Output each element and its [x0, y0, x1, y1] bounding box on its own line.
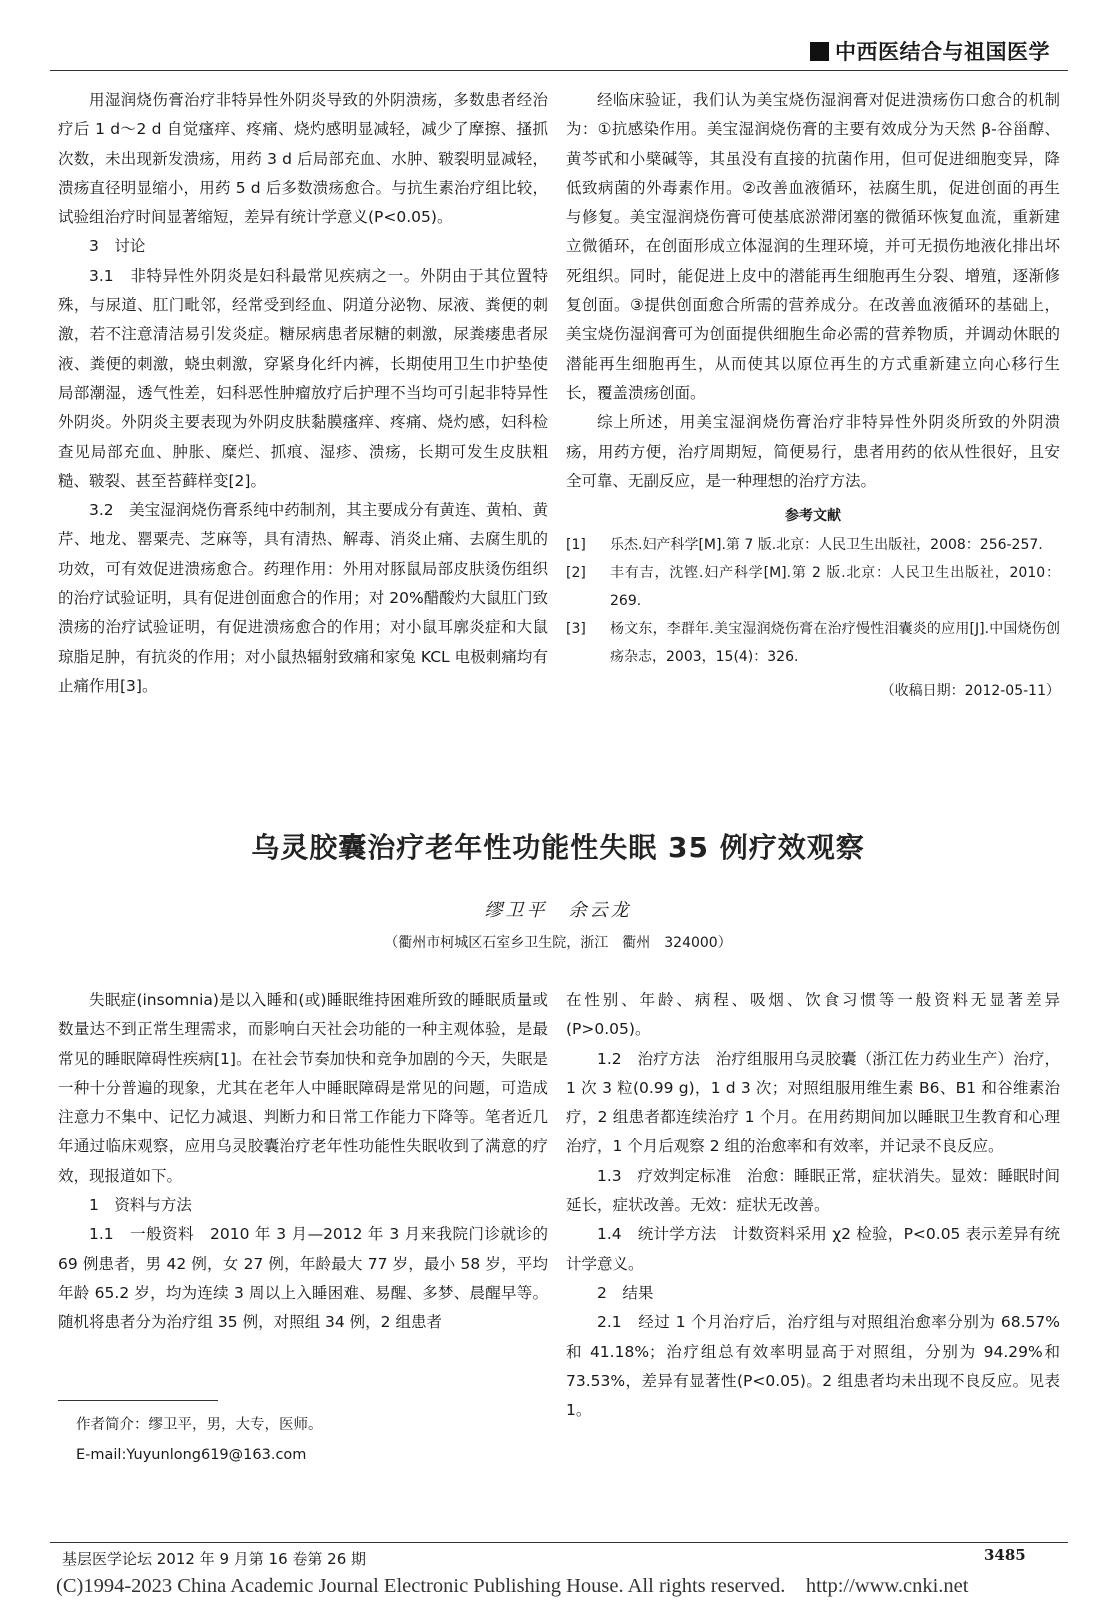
- reference-item: [566, 531, 1060, 559]
- reference-text: 乐杰.妇产科学[M].第 7 版.北京：人民卫生出版社，2008：256-257.: [610, 537, 1043, 554]
- page-number: 3485: [984, 1546, 1026, 1564]
- footnote-rule: [58, 1400, 218, 1401]
- reference-number: [1]: [566, 537, 586, 554]
- article-title: 乌灵胶囊治疗老年性功能性失眠 35 例疗效观察: [251, 831, 865, 864]
- paragraph: 综上所述，用美宝湿润烧伤膏治疗非特异性外阴炎所致的外阴溃疡，用药方便，治疗周期短，简便易行，患者用药的依从性很好，且安全可靠、无副反应，是一种理想的治疗方法。: [566, 413, 1060, 490]
- top-left-column: [58, 86, 548, 701]
- copyright-line: (C)1994-2023 China Academic Journal Electronic Publishing House. All rights reserved. http://www.cnki.net: [56, 1575, 969, 1597]
- footer-rule: [50, 1542, 1068, 1543]
- footnote: [76, 1410, 323, 1470]
- reference-item: [566, 615, 1060, 671]
- top-right-column: [566, 86, 1060, 707]
- header-square-icon: [810, 42, 829, 61]
- section-title: 中西医结合与祖国医学: [835, 40, 1050, 64]
- bottom-left-column: [58, 986, 548, 1338]
- paragraph: 3.1 非特异性外阴炎是妇科最常见疾病之一。外阴由于其位置特殊，与尿道、肛门毗邻，经常受到经血、阴道分泌物、尿液、粪便的刺激，若不注意清洁易引发炎症。糖尿病患者尿糖的刺激，尿粪瘘患者尿液、粪便的刺激，蛲虫刺激，穿紧身化纤内裤，长期使用卫生巾护垫使局部潮湿，透气性差，妇科恶性肿瘤放疗后护理不当均可引起非特异性外阴炎。外阴炎主要表现为外阴皮肤黏膜瘙痒、疼痛、烧灼感，妇科检查见局部充血、肿胀、糜烂、抓痕、湿疹、溃疡，长期可发生皮肤粗糙、皲裂、甚至苔藓样变[2]。: [58, 266, 548, 490]
- article-affiliation: （衢州市柯城区石室乡卫生院，浙江 衢州 324000）: [384, 935, 732, 951]
- paragraph: 1.2 治疗方法 治疗组服用乌灵胶囊（浙江佐力药业生产）治疗，1 次 3 粒(0.99 g)，1 d 3 次；对照组服用维生素 B6、B1 和谷维素治疗，2 组患者都连续治疗 1 个月。在用药期间加以睡眠卫生教育和心理治疗，1 个月后观察 2 组的治愈率和有效率，并记录不良反应。: [566, 1049, 1060, 1156]
- footnote-author: 作者简介：缪卫平，男，大专，医师。: [76, 1417, 323, 1433]
- paragraph: 3.2 美宝湿润烧伤膏系纯中药制剂，其主要成分有黄连、黄柏、黄芹、地龙、罂粟壳、芝麻等，具有清热、解毒、消炎止痛、去腐生肌的功效，可有效促进溃疡愈合。药理作用：外用对豚鼠局部皮肤烫伤组织的治疗试验证明，具有促进创面愈合的作用；对 20%醋酸灼大鼠肛门致溃疡的治疗试验证明，有促进溃疡愈合的作用；对小鼠耳廓炎症和大鼠琼脂足肿，有抗炎的作用；对小鼠热辐射致痛和家兔 KCL 电极刺痛均有止痛作用[3]。: [58, 501, 548, 695]
- paragraph: 在性别、年龄、病程、吸烟、饮食习惯等一般资料无显著差异(P>0.05)。: [566, 991, 1060, 1039]
- journal-issue: 基层医学论坛 2012 年 9 月第 16 卷第 26 期: [62, 1550, 367, 1568]
- reference-text: 丰有吉，沈铿.妇产科学[M].第 2 版.北京：人民卫生出版社，2010：269.: [610, 565, 1060, 610]
- section-heading-results: 2 结果: [597, 1283, 654, 1302]
- references-list: [566, 531, 1060, 671]
- received-date: （收稿日期：2012-05-11）: [880, 683, 1060, 700]
- reference-number: [3]: [566, 621, 586, 638]
- bottom-right-column: [566, 986, 1060, 1425]
- paragraph: 1.4 统计学方法 计数资料采用 χ2 检验，P<0.05 表示差异有统计学意义。: [566, 1225, 1060, 1273]
- paragraph: 经临床验证，我们认为美宝烧伤湿润膏对促进溃疡伤口愈合的机制为：①抗感染作用。美宝湿润烧伤膏的主要有效成分为天然 β-谷甾醇、黄芩甙和小檗碱等，其虽没有直接的抗菌作用，但可促进细胞变异，降低致病菌的外毒素作用。②改善血液循环，祛腐生肌，促进创面的再生与修复。美宝湿润烧伤膏可使基底淤滞闭塞的微循环恢复血流，重新建立微循环，在创面形成立体湿润的生理环境，并可无损伤地液化排出坏死组织。同时，能促进上皮中的潜能再生细胞再生分裂、增殖，逐渐修复创面。③提供创面愈合所需的营养成分。在改善血液循环的基础上，美宝烧伤湿润膏可为创面提供细胞生命必需的营养物质，并调动休眠的潜能再生细胞再生，从而使其以原位再生的方式重新建立向心移行生长，覆盖溃疡创面。: [566, 91, 1060, 402]
- article-authors: 缪卫平 余云龙: [484, 900, 632, 921]
- paragraph: 用湿润烧伤膏治疗非特异性外阴炎导致的外阴溃疡，多数患者经治疗后 1 d～2 d 自觉瘙痒、疼痛、烧灼感明显减轻，减少了摩擦、搔抓次数，未出现新发溃疡，用药 3 d 后局部充血、水肿、皲裂明显减轻，溃疡直径明显缩小，用药 5 d 后多数溃疡愈合。与抗生素治疗组比较，试验组治疗时间显著缩短，差异有统计学意义(P<0.05)。: [58, 91, 548, 227]
- paragraph: 2.1 经过 1 个月治疗后，治疗组与对照组治愈率分别为 68.57%和 41.18%；治疗组总有效率明显高于对照组，分别为 94.29%和 73.53%，差异有显著性(P<0.05)。2 组患者均未出现不良反应。见表 1。: [566, 1313, 1060, 1420]
- reference-number: [2]: [566, 565, 586, 582]
- paragraph: 1.1 一般资料 2010 年 3 月—2012 年 3 月来我院门诊就诊的 69 例患者，男 42 例，女 27 例，年龄最大 77 岁，最小 58 岁，平均年龄 65.2 岁，均为连续 3 周以上入睡困难、易醒、多梦、晨醒早等。随机将患者分为治疗组 35 例，对照组 34 例，2 组患者: [58, 1225, 548, 1332]
- section-heading-discussion: 3 讨论: [89, 237, 146, 256]
- references-title: 参考文献: [785, 508, 841, 525]
- journal-section-header: [810, 36, 1060, 66]
- paragraph: 1.3 疗效判定标准 治愈：睡眠正常，症状消失。显效：睡眠时间延长，症状改善。无效：症状无改善。: [566, 1166, 1060, 1215]
- reference-item: [566, 559, 1060, 615]
- section-heading-methods: 1 资料与方法: [89, 1196, 192, 1215]
- reference-text: 杨文东，李群年.美宝湿润烧伤膏在治疗慢性泪囊炎的应用[J].中国烧伤创疡杂志，2003，15(4)：326.: [610, 621, 1060, 666]
- footnote-email: E-mail:Yuyunlong619@163.com: [76, 1447, 307, 1463]
- paragraph: 失眠症(insomnia)是以入睡和(或)睡眠维持困难所致的睡眠质量或数量达不到正常生理需求，而影响白天社会功能的一种主观体验，是最常见的睡眠障碍性疾病[1]。在社会节奏加快和竞争加剧的今天，失眠是一种十分普遍的现象，尤其在老年人中睡眠障碍是常见的问题，可造成注意力不集中、记忆力减退、判断力和日常工作能力下降等。笔者近几年通过临床观察，应用乌灵胶囊治疗老年性功能性失眠收到了满意的疗效，现报道如下。: [58, 991, 548, 1185]
- header-rule: [50, 70, 1068, 71]
